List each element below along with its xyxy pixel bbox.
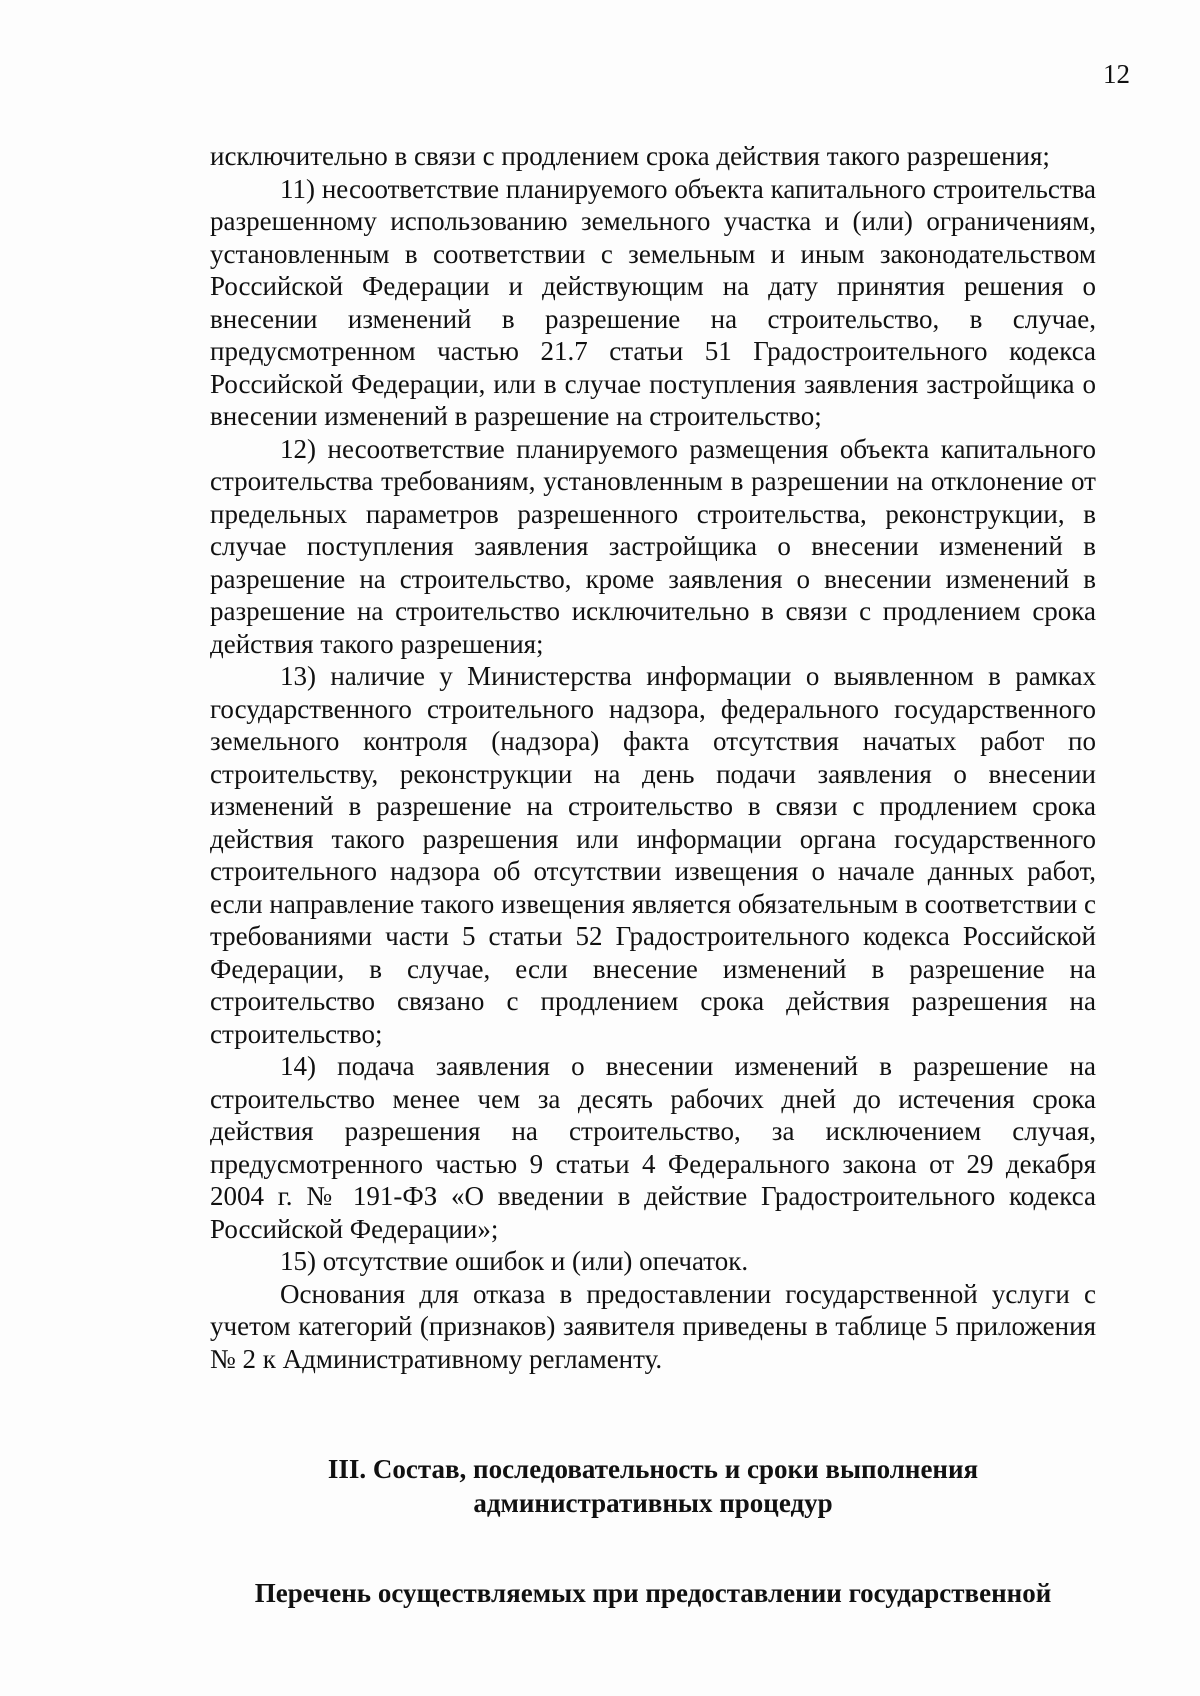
section-heading-line-1: III. Состав, последовательность и сроки выполнения — [327, 1454, 979, 1484]
paragraph-item-12: 12) несоответствие планируемого размещения объекта капитального строительства требованиям, установленным в разрешении на отклонение от предельных параметров разрешенного строительства, реконструкции, в случае поступления заявления застройщика о внесении изменений в разрешение на строительство, кроме заявления о внесении изменений в разрешение на строительство исключительно в связи с продлением срока действия такого разрешения; — [210, 433, 1096, 659]
document-body — [210, 140, 1096, 1375]
section-heading — [210, 1452, 1096, 1520]
paragraph-item-13: 13) наличие у Министерства информации о выявленном в рамках государственного строительного надзора, федерального государственного земельного контроля (надзора) факта отсутствия начатых работ по строительству, реконструкции на день подачи заявления о внесении изменений в разрешение на строительство в связи с продлением срока действия такого разрешения или информации органа государственного строительного надзора об отсутствии извещения о начале данных работ, если направление такого извещения является обязательным в соответствии с требованиями части 5 статьи 52 Градостроительного кодекса Российской Федерации, в случае, если внесение изменений в разрешение на строительство связано с продлением срока действия разрешения на строительство; — [210, 661, 1096, 1049]
page-number: 12 — [1103, 59, 1130, 89]
paragraph-item-15: 15) отсутствие ошибок и (или) опечаток. — [280, 1246, 749, 1276]
paragraph-item-11: 11) несоответствие планируемого объекта капитального строительства разрешенному использованию земельного участка и (или) ограничениям, установленным в соответствии с земельным и иным законодательством Российской Федерации и действующим на дату принятия решения о внесении изменений в разрешение на строительство, в случае, предусмотренном частью 21.7 статьи 51 Градостроительного кодекса Российской Федерации, или в случае поступления заявления застройщика о внесении изменений в разрешение на строительство; — [210, 173, 1096, 431]
section-heading-line-2: административных процедур — [473, 1488, 833, 1518]
paragraph-item-14: 14) подача заявления о внесении изменений в разрешение на строительство менее чем за десять рабочих дней до истечения срока действия разрешения на строительство, за исключением случая, предусмотренного частью 9 статьи 4 Федерального закона от 29 декабря 2004 г. № 191-ФЗ «О введении в действие Градостроительного кодекса Российской Федерации»; — [210, 1051, 1096, 1244]
section-headings — [210, 1452, 1096, 1610]
paragraph-refusal-grounds: Основания для отказа в предоставлении государственной услуги с учетом категорий (признаков) заявителя приведены в таблице 5 приложения № 2 к Административному регламенту. — [210, 1278, 1096, 1374]
subsection-heading-text: Перечень осуществляемых при предоставлении государственной — [254, 1578, 1052, 1608]
subsection-heading — [180, 1576, 1126, 1610]
paragraph-continuation: исключительно в связи с продлением срока действия такого разрешения; — [210, 141, 1050, 171]
